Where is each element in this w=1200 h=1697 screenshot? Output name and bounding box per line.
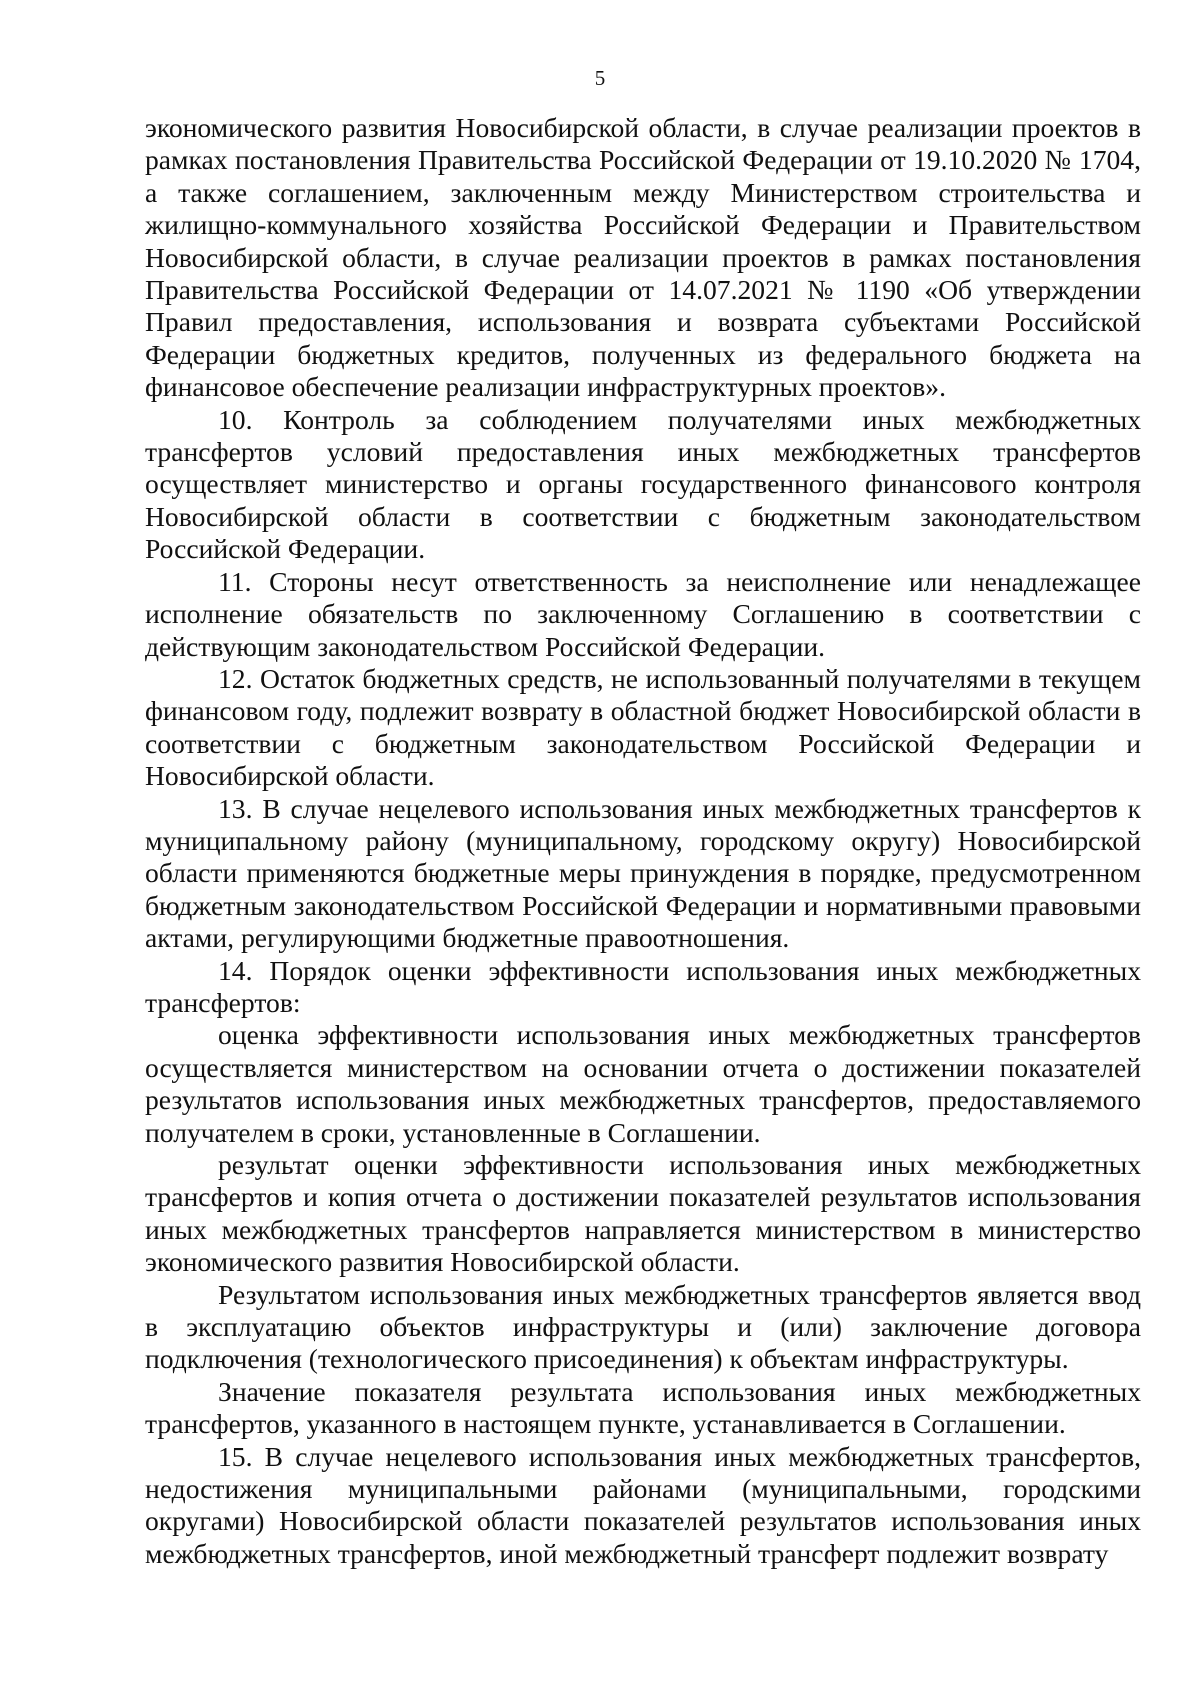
paragraph-10: 10. Контроль за соблюдением получателями иных межбюджетных трансфертов условий предоставления иных межбюджетных трансфертов осуществляет министерство и органы государственного финансового контроля Новосибирской области в соответствии с бюджетным законодательством Российской Федерации. [145, 403, 1141, 565]
paragraph-14-outcome: Результатом использования иных межбюджетных трансфертов является ввод в эксплуатацию объектов инфраструктуры и (или) заключение договора подключения (технологического присоединения) к объектам инфраструктуры. [145, 1278, 1141, 1375]
paragraph-11: 11. Стороны несут ответственность за неисполнение или ненадлежащее исполнение обязательств по заключенному Соглашению в соответствии с действующим законодательством Российской Федерации. [145, 565, 1141, 662]
paragraph-14: 14. Порядок оценки эффективности использования иных межбюджетных трансфертов: [145, 954, 1141, 1018]
page-number: 5 [594, 66, 606, 90]
paragraph-14-result: результат оценки эффективности использования иных межбюджетных трансфертов и копия отчета о достижении показателей результатов использования иных межбюджетных трансфертов направляется министерством в министерство экономического развития Новосибирской области. [145, 1149, 1141, 1278]
paragraph-15: 15. В случае нецелевого использования иных межбюджетных трансфертов, недостижения муниципальными районами (муниципальными, городскими округами) Новосибирской области показателей результатов использования иных межбюджетных трансфертов, иной межбюджетный трансферт подлежит возврату [145, 1440, 1141, 1569]
paragraph-12: 12. Остаток бюджетных средств, не использованный получателями в текущем финансовом году, подлежит возврату в областной бюджет Новосибирской области в соответствии с бюджетным законодательством Российской Федерации и Новосибирской области. [145, 662, 1141, 792]
paragraph-13: 13. В случае нецелевого использования иных межбюджетных трансфертов к муниципальному району (муниципальному, городскому округу) Новосибирской области применяются бюджетные меры принуждения в порядке, предусмотренном бюджетным законодательством Российской Федерации и нормативными правовыми актами, регулирующими бюджетные правоотношения. [145, 792, 1141, 954]
document-body [145, 112, 1141, 1570]
paragraph-continuation: экономического развития Новосибирской области, в случае реализации проектов в рамках постановления Правительства Российской Федерации от 19.10.2020 № 1704, а также соглашением, заключенным между Министерством строительства и жилищно-коммунального хозяйства Российской Федерации и Правительством Новосибирской области, в случае реализации проектов в рамках постановления Правительства Российской Федерации от 14.07.2021 № 1190 «Об утверждении Правил предоставления, использования и возврата субъектами Российской Федерации бюджетных кредитов, полученных из федерального бюджета на финансовое обеспечение реализации инфраструктурных проектов». [145, 112, 1141, 403]
paragraph-14-assessment: оценка эффективности использования иных межбюджетных трансфертов осуществляется министерством на основании отчета о достижении показателей результатов использования иных межбюджетных трансфертов, предоставляемого получателем в сроки, установленные в Соглашении. [145, 1019, 1141, 1148]
paragraph-14-indicator: Значение показателя результата использования иных межбюджетных трансфертов, указанного в настоящем пункте, устанавливается в Соглашении. [145, 1375, 1141, 1440]
